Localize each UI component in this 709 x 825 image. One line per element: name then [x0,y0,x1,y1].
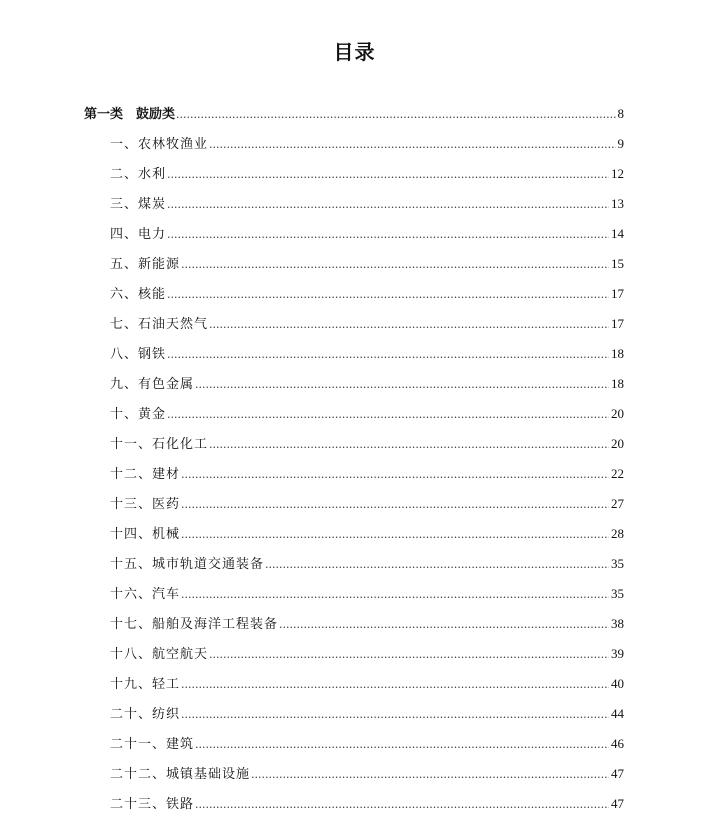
toc-item-page: 12 [611,166,624,181]
toc-item-label: 十六、汽车 [110,587,181,602]
dot-leader [167,194,609,216]
toc-item-page: 20 [611,436,624,451]
toc-item-page: 18 [611,346,624,361]
toc-item-page: 28 [611,526,624,541]
toc-item-label: 八、钢铁 [110,347,167,362]
toc-item-row[interactable] [0,793,709,815]
toc-item-row[interactable] [0,523,709,545]
dot-leader [209,134,615,156]
toc-item-page: 15 [611,256,624,271]
toc-item-label: 十四、机械 [110,527,181,542]
toc-item-row[interactable] [0,253,709,275]
toc-item-page: 47 [611,766,624,781]
toc-item-label: 二、水利 [110,167,167,182]
toc-item-page: 39 [611,646,624,661]
toc-category-row[interactable] [0,103,709,125]
dot-leader [181,584,609,606]
dot-leader [195,794,609,816]
dot-leader [176,104,615,126]
toc-item-label: 一、农林牧渔业 [110,137,209,152]
toc-item-page: 46 [611,736,624,751]
toc-item-row[interactable] [0,223,709,245]
toc-item-page: 22 [611,466,624,481]
toc-item-row[interactable] [0,403,709,425]
toc-item-page: 35 [611,556,624,571]
toc-item-label: 二十一、建筑 [110,737,195,752]
dot-leader [209,644,609,666]
dot-leader [209,314,609,336]
toc-item-label: 十八、航空航天 [110,647,209,662]
dot-leader [209,434,609,456]
dot-leader [195,734,609,756]
toc-item-page: 40 [611,676,624,691]
toc-item-page: 17 [611,316,624,331]
toc-item-row[interactable] [0,433,709,455]
dot-leader [181,674,609,696]
toc-item-row[interactable] [0,703,709,725]
toc-item-row[interactable] [0,583,709,605]
toc-item-row[interactable] [0,733,709,755]
toc-item-row[interactable] [0,283,709,305]
toc-item-page: 35 [611,586,624,601]
toc-category-label: 第一类 鼓励类 [84,107,176,122]
toc-item-page: 27 [611,496,624,511]
toc-item-row[interactable] [0,763,709,785]
dot-leader [181,494,609,516]
toc-item-row[interactable] [0,493,709,515]
toc-item-label: 十二、建材 [110,467,181,482]
dot-leader [181,524,609,546]
toc-item-row[interactable] [0,163,709,185]
dot-leader [167,224,609,246]
toc-item-row[interactable] [0,673,709,695]
toc-item-row[interactable] [0,553,709,575]
toc-item-page: 47 [611,796,624,811]
toc-item-label: 五、新能源 [110,257,181,272]
dot-leader [279,614,609,636]
toc-item-label: 二十三、铁路 [110,797,195,812]
toc-item-label: 二十、纺织 [110,707,181,722]
toc-item-row[interactable] [0,463,709,485]
toc-item-label: 三、煤炭 [110,197,167,212]
dot-leader [181,254,609,276]
toc-item-page: 20 [611,406,624,421]
toc-item-label: 七、石油天然气 [110,317,209,332]
toc-item-label: 十三、医药 [110,497,181,512]
dot-leader [167,164,609,186]
toc-item-row[interactable] [0,343,709,365]
dot-leader [251,764,609,786]
toc-item-label: 六、核能 [110,287,167,302]
toc-item-page: 13 [611,196,624,211]
dot-leader [167,284,609,306]
toc-item-row[interactable] [0,373,709,395]
toc-item-page: 14 [611,226,624,241]
toc-item-row[interactable] [0,613,709,635]
toc-category-page: 8 [617,106,624,121]
toc-item-label: 十五、城市轨道交通装备 [110,557,265,572]
toc-item-row[interactable] [0,193,709,215]
toc-item-page: 44 [611,706,624,721]
toc-item-label: 十七、船舶及海洋工程装备 [110,617,279,632]
toc-item-row[interactable] [0,643,709,665]
dot-leader [181,464,609,486]
dot-leader [265,554,609,576]
toc-item-label: 四、电力 [110,227,167,242]
toc-item-row[interactable] [0,133,709,155]
dot-leader [195,374,609,396]
toc-item-page: 38 [611,616,624,631]
dot-leader [167,344,609,366]
toc-item-row[interactable] [0,313,709,335]
toc-item-page: 18 [611,376,624,391]
page-title: 目录 [333,40,376,64]
toc-item-label: 十一、石化化工 [110,437,209,452]
toc-item-label: 二十二、城镇基础设施 [110,767,251,782]
toc-item-label: 十九、轻工 [110,677,181,692]
dot-leader [167,404,609,426]
toc-item-label: 十、黄金 [110,407,167,422]
toc-item-page: 9 [617,136,624,151]
toc-item-label: 九、有色金属 [110,377,195,392]
toc-item-page: 17 [611,286,624,301]
dot-leader [181,704,609,726]
